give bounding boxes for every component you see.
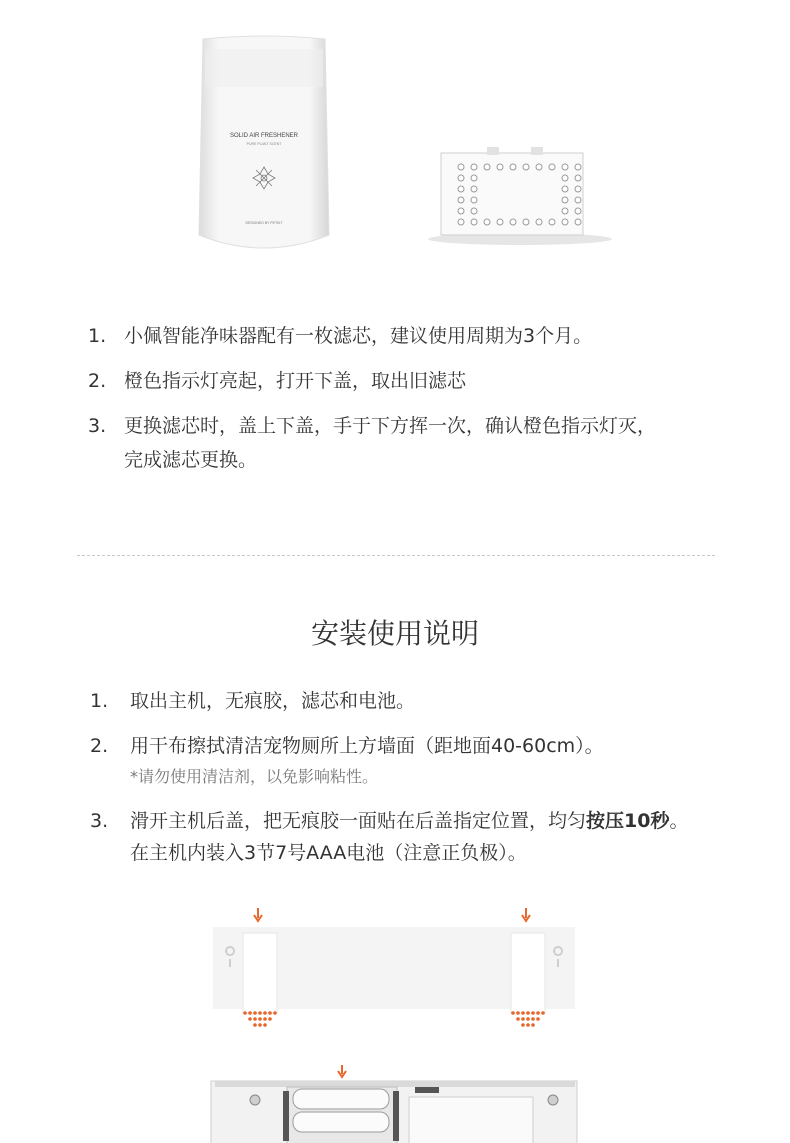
step-text: 小佩智能净味器配有一枚滤芯，建议使用周期为3个月。 — [124, 325, 593, 347]
pressure-dot — [531, 1017, 535, 1021]
list-item — [88, 368, 466, 394]
filter-hole — [575, 197, 581, 203]
filter-hole — [497, 164, 503, 170]
filter-hole — [523, 219, 529, 225]
filter-hole — [458, 186, 464, 192]
pressure-dot — [253, 1023, 257, 1027]
section-divider — [77, 555, 715, 556]
pressure-dot — [243, 1011, 247, 1015]
step-text: 取出主机，无痕胶，滤芯和电池。 — [130, 690, 416, 712]
filter-cartridge-image — [425, 143, 615, 249]
pressure-dot — [263, 1017, 267, 1021]
pressure-dot — [536, 1017, 540, 1021]
pressure-dot — [258, 1011, 262, 1015]
filter-hole — [471, 175, 477, 181]
step-text: 滑开主机后盖，把无痕胶一面贴在后盖指定位置，均匀 — [130, 810, 587, 832]
filter-hole — [458, 219, 464, 225]
pressure-dot — [248, 1011, 252, 1015]
pouch-title: SOLID AIR FRESHENER — [229, 133, 299, 139]
step-number: 3. — [88, 415, 107, 437]
step-number: 1. — [88, 325, 107, 347]
filter-hole — [471, 219, 477, 225]
filter-hole — [575, 208, 581, 214]
filter-hole — [458, 197, 464, 203]
step-number: 1. — [90, 690, 109, 712]
filter-hole — [484, 219, 490, 225]
arrow-down-icon — [338, 1065, 346, 1077]
pressure-dot — [263, 1023, 267, 1027]
filter-hole — [471, 164, 477, 170]
filter-hole — [471, 197, 477, 203]
pressure-dot — [531, 1023, 535, 1027]
step-note: *请勿使用清洁剂，以免影响粘性。 — [130, 767, 379, 786]
step-emphasis: 按压10秒 — [586, 810, 670, 832]
list-item — [90, 733, 604, 759]
pressure-dot — [258, 1023, 262, 1027]
filter-hole — [549, 219, 555, 225]
filter-hole — [549, 164, 555, 170]
pressure-dot — [521, 1011, 525, 1015]
pressure-dot — [253, 1017, 257, 1021]
filter-hole — [471, 186, 477, 192]
pressure-dot — [268, 1017, 272, 1021]
pressure-dot — [268, 1011, 272, 1015]
pressure-dot — [541, 1011, 545, 1015]
pressure-dot — [511, 1011, 515, 1015]
pouch-footer: DESIGNED BY PETKIT — [245, 221, 283, 225]
air-freshener-pouch-image — [195, 35, 333, 257]
section-title: 安装使用说明 — [310, 617, 479, 650]
list-item — [90, 688, 415, 714]
filter-hole — [575, 164, 581, 170]
pressure-dot — [516, 1011, 520, 1015]
filter-hole — [562, 175, 568, 181]
filter-hole — [575, 175, 581, 181]
step-number: 2. — [88, 370, 107, 392]
filter-hole — [484, 164, 490, 170]
step-text-continued: 完成滤芯更换。 — [124, 449, 258, 471]
filter-hole — [510, 164, 516, 170]
pressure-dot — [248, 1017, 252, 1021]
pressure-dot — [516, 1017, 520, 1021]
pressure-dot — [253, 1011, 257, 1015]
filter-steps-list — [88, 323, 728, 483]
adhesive-placement-diagram — [210, 905, 580, 1035]
filter-hole — [458, 175, 464, 181]
list-item — [88, 413, 656, 439]
filter-hole — [458, 164, 464, 170]
filter-hole — [536, 219, 542, 225]
step-number: 3. — [90, 810, 109, 832]
filter-hole — [510, 219, 516, 225]
step-text: 更换滤芯时，盖上下盖，手于下方挥一次，确认橙色指示灯灭， — [124, 415, 657, 437]
filter-hole — [575, 219, 581, 225]
filter-hole — [562, 219, 568, 225]
pressure-dot — [273, 1011, 277, 1015]
pressure-dot — [258, 1017, 262, 1021]
filter-hole — [523, 164, 529, 170]
filter-hole — [471, 208, 477, 214]
pressure-dot — [536, 1011, 540, 1015]
filter-hole — [562, 164, 568, 170]
filter-hole — [536, 164, 542, 170]
filter-hole — [562, 208, 568, 214]
pressure-dot — [526, 1011, 530, 1015]
filter-hole — [575, 186, 581, 192]
pressure-dot — [521, 1023, 525, 1027]
filter-hole — [497, 219, 503, 225]
list-item — [90, 808, 688, 834]
arrow-down-icon — [254, 908, 262, 921]
list-item — [88, 323, 592, 349]
filter-hole — [458, 208, 464, 214]
battery-install-diagram — [205, 1063, 585, 1143]
install-steps-list — [90, 688, 740, 868]
arrow-down-icon — [522, 908, 530, 921]
step-number: 2. — [90, 735, 109, 757]
pressure-dot — [526, 1017, 530, 1021]
pressure-dot — [531, 1011, 535, 1015]
step-text-tail: 。 — [669, 810, 689, 832]
step-text: 橙色指示灯亮起，打开下盖，取出旧滤芯 — [124, 370, 467, 392]
filter-hole — [562, 197, 568, 203]
step-text: 用干布擦拭清洁宠物厕所上方墙面（距地面40-60cm）。 — [130, 735, 604, 757]
pouch-subtitle: PURE PLANT SCENT — [246, 142, 282, 146]
filter-hole — [562, 186, 568, 192]
pressure-dot — [526, 1023, 530, 1027]
step-text-continued: 在主机内装入3节7号AAA电池（注意正负极）。 — [130, 842, 527, 864]
pressure-dot — [263, 1011, 267, 1015]
pressure-dot — [521, 1017, 525, 1021]
